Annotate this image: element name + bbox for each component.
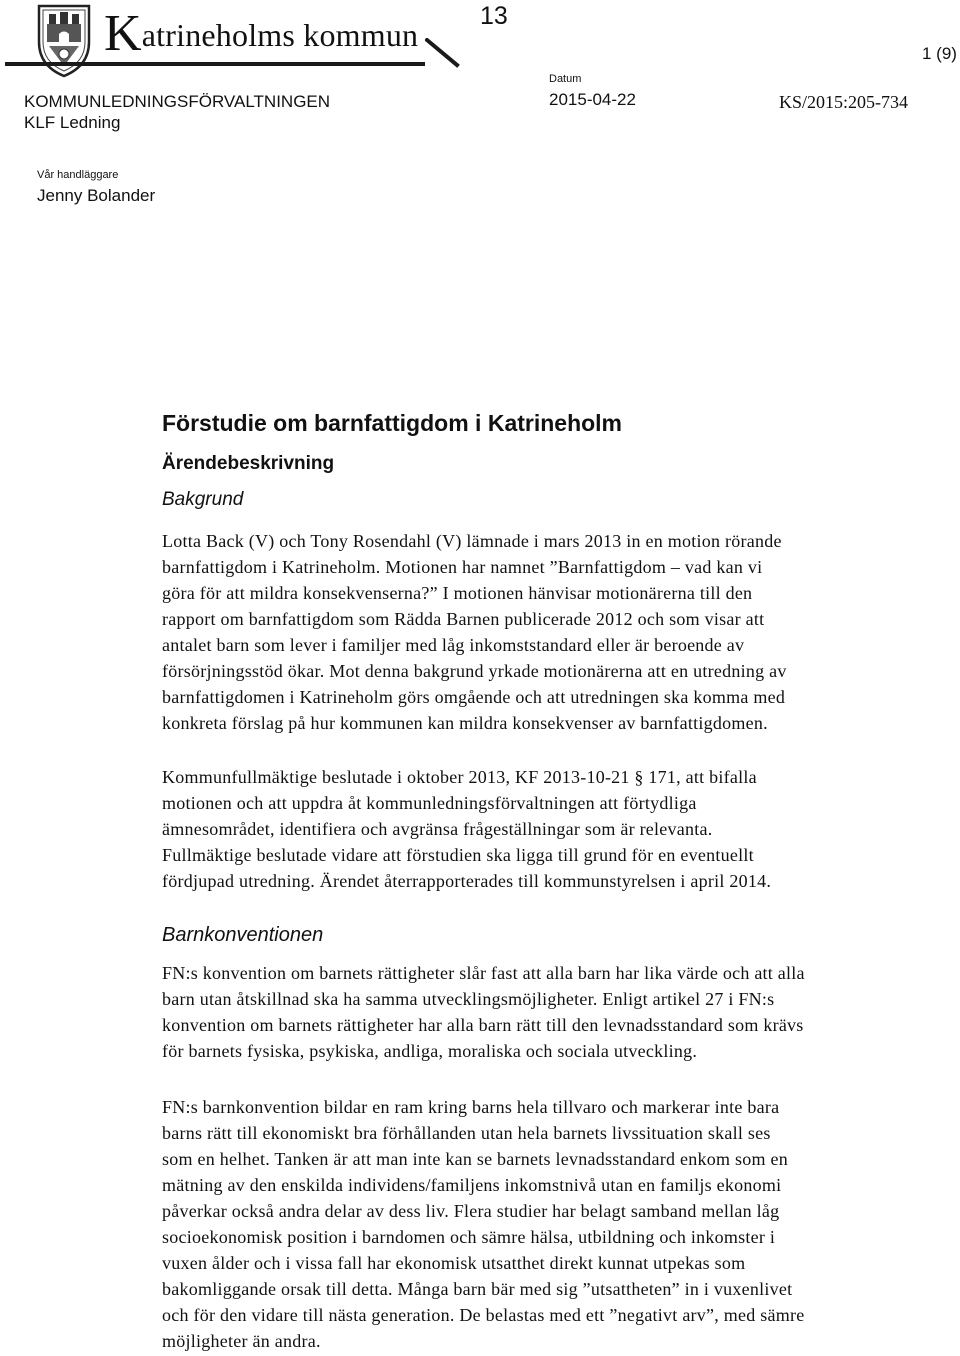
date-label: Datum — [549, 73, 582, 85]
text-line: mätning av den enskilda individens/familjens inkomstnivå utan en familjs ekonomi — [162, 1175, 782, 1195]
text-line: motionen och att uppdra åt kommunledningsförvaltningen att förtydliga — [162, 793, 697, 813]
header-rule — [5, 62, 425, 66]
text-line: Lotta Back (V) och Tony Rosendahl (V) lämnade i mars 2013 in en motion rörande — [162, 531, 782, 551]
case-number: KS/2015:205-734 — [779, 92, 909, 112]
paragraph-convention-framework — [162, 1094, 960, 1354]
text-line: konvention om barnets rättigheter har alla barn rätt till den levnadsstandard som krävs — [162, 1015, 804, 1035]
text-line: rapport om barnfattigdom som Rädda Barnen publicerade 2012 och som visar att — [162, 609, 765, 629]
text-line: barnfattigdomen i Katrineholm görs omgående och att utredningen ska komma med — [162, 687, 786, 707]
text-line: bakomliggande orsak till detta. Många barn bär med sig ”utsattheten” in i vuxenlivet — [162, 1279, 793, 1299]
text-line: barnfattigdom i Katrineholm. Motionen har namnet ”Barnfattigdom – vad kan vi — [162, 557, 763, 577]
header-slash-decoration — [425, 38, 461, 73]
subsection-heading-bakgrund: Bakgrund — [162, 489, 244, 510]
text-line: som en helhet. Tanken är att man inte kan se barnets levnadsstandard enkom som en — [162, 1149, 788, 1169]
organization-name: KOMMUNLEDNINGSFÖRVALTNINGEN — [24, 92, 331, 111]
page-count: 1 (9) — [922, 44, 957, 63]
text-line: konkreta förslag på hur kommunen kan mildra konsekvenser av barnfattigdomen. — [162, 713, 768, 733]
handler-name: Jenny Bolander — [37, 186, 156, 205]
text-line: barn utan åtskillnad ska ha samma utvecklingsmöjligheter. Enligt artikel 27 i FN:s — [162, 989, 775, 1009]
text-line: socioekonomisk position i barndomen och sämre hälsa, utbildning och inkomster i — [162, 1227, 776, 1247]
text-line: Fullmäktige beslutade vidare att förstudien ska ligga till grund för en eventuellt — [162, 845, 754, 865]
document-title: Förstudie om barnfattigdom i Katrineholm — [162, 410, 623, 436]
text-line: försörjningsstöd ökar. Mot denna bakgrund yrkade motionärerna att en utredning av — [162, 661, 787, 681]
handler-label: Vår handläggare — [37, 169, 119, 181]
municipality-name — [104, 5, 419, 62]
organization-block — [24, 91, 330, 133]
paragraph-convention — [162, 960, 960, 1064]
text-line: barns rätt till ekonomiskt bra förhållanden utan hela barnets livssituation skall ses — [162, 1123, 771, 1143]
organization-unit: KLF Ledning — [24, 113, 121, 132]
text-line: antalet barn som lever i familjer med låg inkomststandard eller är beroende av — [162, 635, 745, 655]
section-heading: Ärendebeskrivning — [162, 453, 335, 474]
text-line: påverkar också andra delar av dess liv. Flera studier har belagt samband mellan låg — [162, 1201, 780, 1221]
subsection-heading-barnkonventionen: Barnkonventionen — [162, 924, 324, 946]
paragraph-council-decision — [162, 764, 960, 894]
paragraph-background — [162, 528, 960, 736]
text-line: göra för att mildra konsekvenserna?” I motionen hänvisar motionärerna till den — [162, 583, 753, 603]
text-line: FN:s konvention om barnets rättigheter slår fast att alla barn har lika värde och att alla — [162, 963, 805, 983]
text-line: för barnets fysiska, psykiska, andliga, moraliska och sociala utveckling. — [162, 1041, 698, 1061]
text-line: FN:s barnkonvention bildar en ram kring barns hela tillvaro och markerar inte bara — [162, 1097, 780, 1117]
text-line: och för den vidare till nästa generation. De belastas med ett ”negativt arv”, med sämre — [162, 1305, 805, 1325]
date-value: 2015-04-22 — [549, 90, 636, 109]
municipality-initial: K — [104, 5, 142, 62]
text-line: fördjupad utredning. Ärendet återrapporterades till kommunstyrelsen i april 2014. — [162, 871, 772, 891]
text-line: vuxen ålder och i vissa fall har ekonomisk utsatthet direkt kunnat utpekas som — [162, 1253, 746, 1273]
text-line: Kommunfullmäktige beslutade i oktober 2013, KF 2013-10-21 § 171, att bifalla — [162, 767, 757, 787]
text-line: ämnesområdet, identifiera och avgränsa frågeställningar som är relevanta. — [162, 819, 713, 839]
text-line: möjligheter än andra. — [162, 1331, 321, 1351]
municipality-name-rest: atrineholms kommun — [141, 17, 419, 53]
municipal-coat-of-arms-icon — [33, 2, 95, 78]
page-number: 13 — [480, 2, 508, 30]
